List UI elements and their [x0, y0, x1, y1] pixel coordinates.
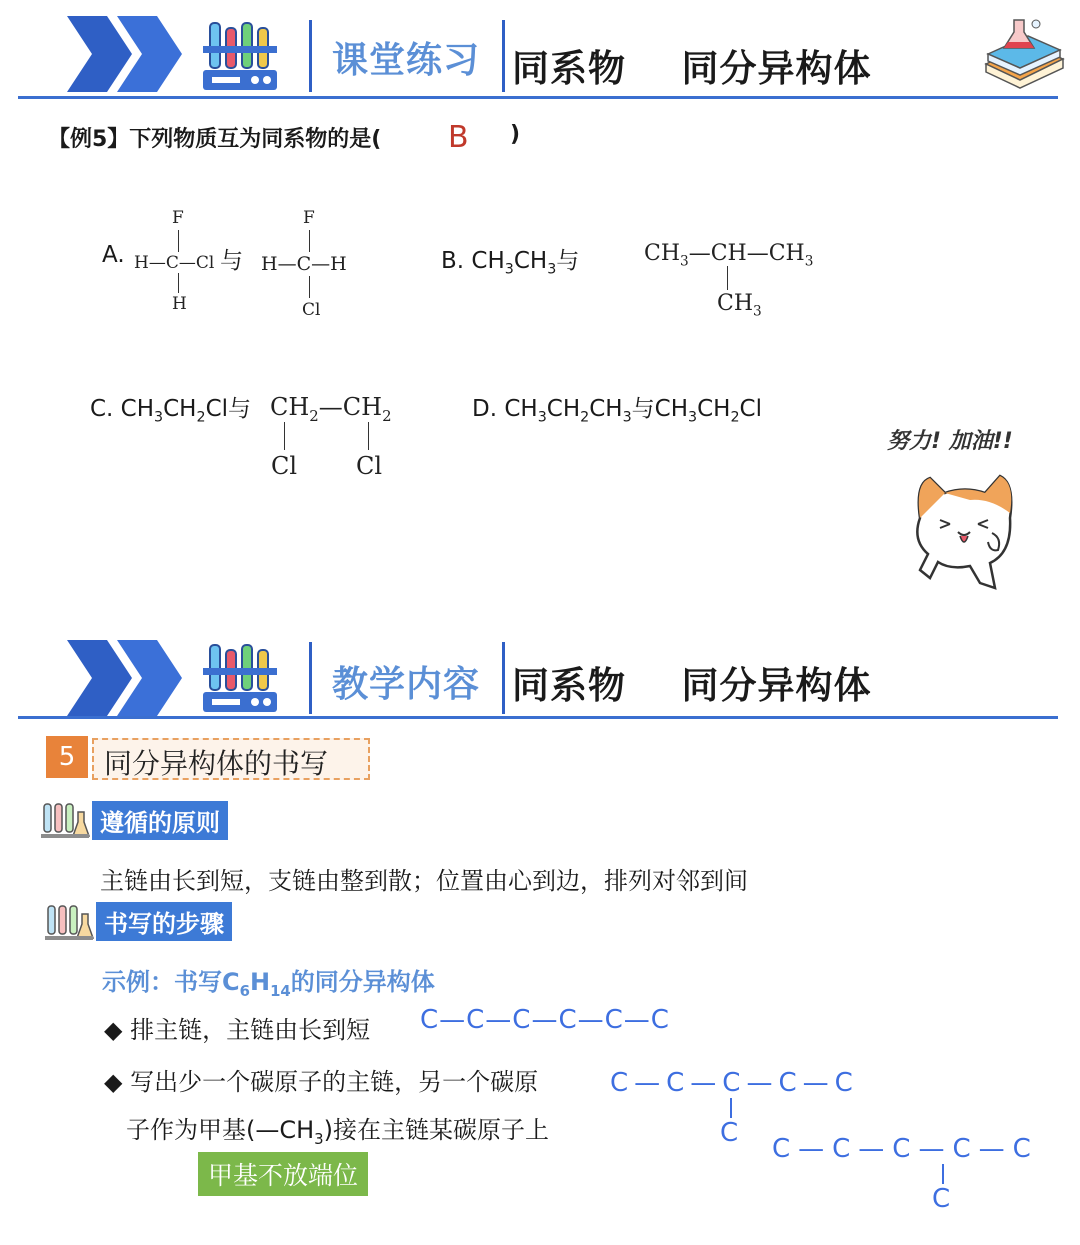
test-tube-rack-icon [200, 18, 282, 94]
principle-text: 主链由长到短，支链由整到散；位置由心到边，排列对邻到间 [100, 867, 748, 895]
chain-3-branch: C [932, 1184, 951, 1214]
option-a-connector: 与 [220, 248, 243, 274]
option-c-text: C. $CH_3CH_2Cl$与 [90, 396, 252, 426]
step1-text: ◆ 排主链，主链由长到短 [104, 1016, 371, 1044]
lab-glassware-icon [40, 800, 90, 840]
option-d-text: D. $CH_3CH_2CH_3$与$CH_3CH_2Cl$ [472, 396, 762, 426]
lab-glassware-icon [44, 902, 94, 942]
steps-example: 示例：书写$C_6H_{14}$的同分异构体 [102, 968, 435, 1000]
methyl-note: 甲基不放端位 [198, 1152, 368, 1196]
double-chevron-icon [62, 638, 187, 718]
header-tag: 教学内容 [332, 664, 481, 705]
header-divider [502, 20, 505, 92]
double-chevron-icon [62, 14, 187, 94]
chain-2: C—C—C—C—C [610, 1068, 859, 1098]
option-a-label: A. [102, 242, 125, 268]
answer-mark: B [448, 120, 469, 155]
chain-3: C—C—C—C—C [772, 1134, 1039, 1164]
books-flask-icon [978, 14, 1068, 94]
header-tag: 课堂练习 [332, 40, 481, 81]
step2-line1: ◆ 写出少一个碳原子的主链，另一个碳原 [104, 1068, 539, 1096]
cat-sticker-icon [900, 458, 1030, 598]
test-tube-rack-icon [200, 640, 282, 716]
principle-label: 遵循的原则 [92, 801, 228, 840]
section-number: 5 [46, 736, 88, 778]
step2-line2: 子作为甲基$(—CH_3)$接在主链某碳原子上 [126, 1116, 550, 1148]
header-divider [502, 642, 505, 714]
header-rule [18, 96, 1058, 99]
option-b-text: B. $CH_3CH_3$与 [441, 248, 580, 278]
header-rule [18, 716, 1058, 719]
header-divider [309, 642, 312, 714]
header-title: 同系物 同分异构体 [512, 47, 872, 90]
chain-2-branch: C [720, 1118, 739, 1148]
header-title: 同系物 同分异构体 [512, 664, 872, 707]
chain-2-bond [730, 1098, 732, 1118]
question-close: ) [510, 122, 521, 147]
question-label: 【例5】下列物质互为同系物的是( [48, 127, 382, 152]
example-question [48, 122, 381, 153]
header-divider [309, 20, 312, 92]
chain-3-bond [942, 1164, 944, 1184]
sticker-text: 努力! 加油!! [887, 429, 1013, 454]
section-title: 同分异构体的书写 [104, 747, 329, 780]
steps-label: 书写的步骤 [96, 902, 232, 941]
step1-chain: C—C—C—C—C—C [420, 1005, 670, 1035]
